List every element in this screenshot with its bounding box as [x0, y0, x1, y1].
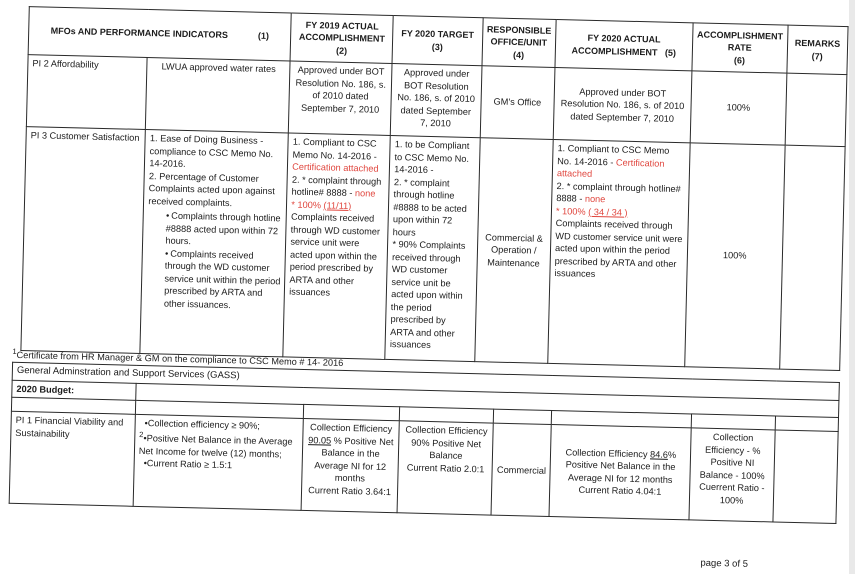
- pi2-fy2019: Approved under BOT Resolution No. 186, s. of 2010 dated September 7, 2010: [289, 61, 393, 135]
- pi1-target: Collection Efficiency 90% Positive Net Balance Current Ratio 2.0:1: [398, 421, 494, 515]
- pi3-rate: 100%: [684, 143, 784, 369]
- pi3-remarks: [779, 145, 845, 370]
- table-row: [21, 127, 845, 371]
- gass-table: [9, 362, 840, 525]
- certification-note: Certification attached: [556, 157, 665, 179]
- pi1-remarks: [773, 430, 838, 524]
- header-rate: ACCOMPLISHMENT RATE (6): [692, 23, 788, 73]
- pi1-office: Commercial: [491, 424, 551, 517]
- header-mfo: MFOs AND PERFORMANCE INDICATORS (1): [28, 7, 291, 61]
- pi2-name: PI 2 Affordability: [26, 55, 147, 130]
- pi1-name: PI 1 Financial Viability and Sustainability: [9, 412, 135, 507]
- pi3-actual: 1. Compliant to CSC Memo No. 14-2016 - Certification attached 2. * complaint through hotline# 8888 - none * 100% ( 34 / 34 ) Complaints received through WD customer service unit were acted upon within the period prescribed by ARTA and other issuances: [548, 139, 690, 366]
- pi3-target: 1. to be Compliant to CSC Memo No. 14-2016 - 2. * complaint through hotline #8888 to be acted upon within 72 hours * 90% Complaints received through WD customer service unit be acted upon within the period prescribed by ARTA and other issuances: [385, 135, 480, 361]
- scan-edge-shadow: [849, 0, 855, 574]
- pi1-actual: Collection Efficiency 84.6% Positive Net Balance in the Average NI for 12 months Current Ratio 4.04:1: [549, 425, 691, 520]
- pi2-target: Approved under BOT Resolution No. 186, s. of 2010 dated September 7, 2010: [391, 64, 482, 138]
- pi2-actual: Approved under BOT Resolution No. 186, s. of 2010 dated September 7, 2010: [553, 67, 691, 142]
- pi1-fy2019: Collection Efficiency 90.05 % Positive Net Balance in the Average NI for 12 months Current Ratio 3.64:1: [301, 419, 400, 513]
- performance-table: [20, 6, 848, 371]
- footnote: $^1$Certificate from HR Manager & GM on the compliance to CSC Memo # 14- 2016: [12, 346, 344, 368]
- header-office: RESPONSIBLE OFFICE/UNIT (4): [481, 18, 556, 68]
- pi3-name: PI 3 Customer Satisfaction: [21, 127, 146, 354]
- pi2-rate: 100%: [690, 71, 787, 145]
- header-fy2019: FY 2019 ACTUAL ACCOMPLISHMENT (2): [290, 13, 393, 63]
- header-target: FY 2020 TARGET (3): [392, 16, 482, 66]
- pi2-office: GM's Office: [480, 66, 555, 140]
- table-row: [9, 412, 838, 524]
- budget-label: 2020 Budget:: [12, 380, 136, 401]
- pi2-remarks: [785, 73, 847, 146]
- pi3-office: Commercial & Operation / Maintenance: [474, 138, 553, 364]
- header-remarks: REMARKS (7): [787, 25, 848, 74]
- pi1-indicator: •Collection efficiency ≥ 90%; $^2$•Positive Net Balance in the Average Net Income for twelve (12) months; •Current Ratio ≥ 1.5:1: [133, 415, 303, 511]
- pi1-rate: Collection Efficiency - % Positive NI Balance - 100% Cuerrent Ratio - 100%: [689, 428, 775, 522]
- page-number: page 3 of 5: [700, 557, 749, 570]
- pi3-fy2019: 1. Compliant to CSC Memo No. 14-2016 - Certification attached 2. * complaint through hotline# 8888 - none * 100% (11/11) Complaints received through WD customer service unit were acted upon within the period prescribed by ARTA and other issuances: [283, 133, 390, 359]
- header-actual: FY 2020 ACTUAL ACCOMPLISHMENT (5): [555, 20, 693, 71]
- gass-title: General Adminstration and Support Services (GASS): [12, 362, 839, 400]
- pi3-indicator: 1. Ease of Doing Business - compliance to CSC Memo No. 14-2016. 2. Percentage of Customer Complaints acted upon against received complaints. • Complaints through hotline #8888 acted upon within 72 hours. • Complaints received through the WD customer service unit within the period prescribed by ARTA and other issuances.: [140, 130, 288, 357]
- list-item: • Complaints received through the WD customer service unit within the period prescribed by ARTA and other issuances.: [164, 247, 281, 312]
- pi2-indicator: LWUA approved water rates: [146, 58, 291, 133]
- certification-note: Certification attached: [292, 161, 379, 174]
- list-item: • Complaints through hotline #8888 acted upon within 72 hours.: [165, 210, 282, 250]
